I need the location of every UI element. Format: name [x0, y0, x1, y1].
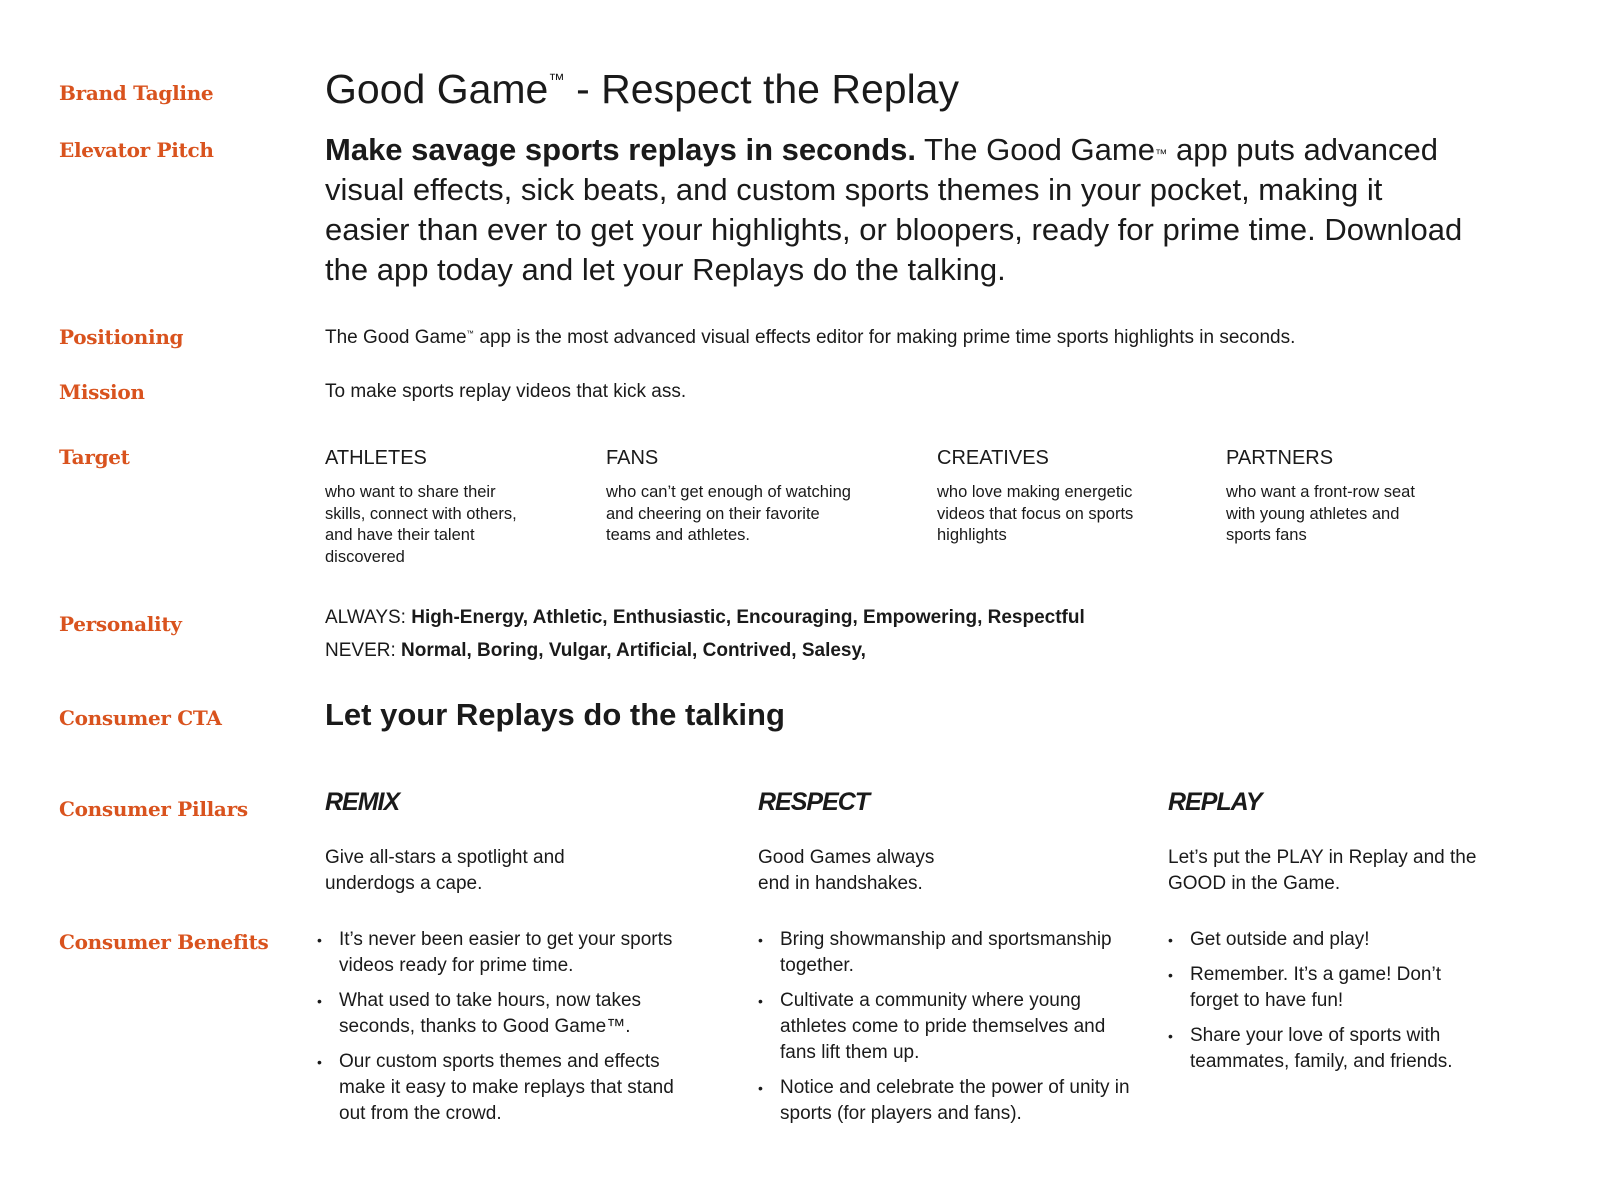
benefit-text: Notice and celebrate the power of unity in sports (for players and fans).: [780, 1077, 1130, 1124]
pillar-respect: [758, 788, 1158, 1136]
benefit-item: [758, 1075, 1140, 1127]
target-title: PARTNERS: [1226, 447, 1334, 469]
target-athletes: [325, 447, 585, 568]
benefit-text: It’s never been easier to get your sports videos ready for prime time.: [339, 929, 673, 976]
label-consumer-cta: Consumer CTA: [59, 706, 222, 730]
target-partners: [1226, 447, 1486, 547]
pitch-headline: Make savage sports replays in seconds.: [325, 132, 916, 167]
pillar-title: REMIX: [325, 788, 400, 816]
benefit-item: [317, 1049, 699, 1127]
target-creatives: [937, 447, 1197, 547]
target-title: ATHLETES: [325, 447, 427, 469]
bullet-icon: •: [1168, 1028, 1173, 1044]
label-positioning: Positioning: [59, 325, 184, 349]
positioning-statement: [325, 327, 1295, 349]
benefit-item: [1168, 962, 1490, 1014]
label-mission: Mission: [59, 380, 145, 404]
target-title: CREATIVES: [937, 447, 1049, 469]
bullet-icon: •: [317, 993, 322, 1009]
positioning-text-rest: app is the most advanced visual effects editor for making prime time sports highlights in seconds.: [474, 327, 1296, 348]
benefit-text: Cultivate a community where young athletes come to pride themselves and fans lift them up.: [780, 990, 1106, 1063]
pillar-title: REPLAY: [1168, 788, 1262, 816]
benefit-item: [758, 988, 1140, 1066]
benefit-item: [1168, 1023, 1510, 1075]
pillar-title: RESPECT: [758, 788, 870, 816]
benefit-text: What used to take hours, now takes seconds, thanks to Good Game™.: [339, 990, 642, 1037]
never-label: NEVER:: [325, 640, 396, 661]
benefit-item: [1168, 927, 1550, 953]
bullet-icon: •: [317, 932, 322, 948]
personality-never: [325, 640, 866, 662]
pillar-remix: [317, 788, 725, 1136]
pillar-replay: [1168, 788, 1568, 1084]
never-traits: Normal, Boring, Vulgar, Artificial, Contrived, Salesy,: [395, 640, 866, 661]
benefit-text: Our custom sports themes and effects make it easy to make replays that stand out from the crowd.: [339, 1051, 674, 1124]
target-desc: who love making energetic videos that focus on sports highlights: [937, 483, 1134, 544]
benefit-item: [317, 988, 699, 1040]
tagline-text: Good Game: [325, 66, 549, 112]
target-title: FANS: [606, 447, 659, 469]
consumer-cta: Let your Replays do the talking: [325, 697, 785, 732]
bullet-icon: •: [758, 1080, 763, 1096]
tagline-text-rest: - Respect the Replay: [564, 66, 959, 112]
brand-tagline: [325, 66, 959, 113]
target-desc: who can’t get enough of watching and cheering on their favorite teams and athletes.: [606, 483, 851, 544]
always-label: ALWAYS:: [325, 607, 406, 628]
benefits-list: [1168, 927, 1568, 1075]
target-desc: who want a front-row seat with young athletes and sports fans: [1226, 483, 1415, 544]
pitch-body: The Good Game: [916, 132, 1155, 167]
benefit-text: Remember. It’s a game! Don’t forget to have fun!: [1190, 964, 1441, 1011]
personality-always: [325, 607, 1085, 629]
label-elevator-pitch: Elevator Pitch: [59, 138, 214, 162]
benefits-list: [317, 927, 725, 1127]
bullet-icon: •: [317, 1054, 322, 1070]
always-traits: High-Energy, Athletic, Enthusiastic, Encouraging, Empowering, Respectful: [405, 607, 1085, 628]
benefits-list: [758, 927, 1158, 1127]
pitch-body-rest: app puts advanced visual effects, sick beats, and custom sports themes in your pocket, making it easier than ever to get your highlights, or bloopers, ready for prime time. Download the app today and let your Replays do the talking.: [325, 132, 1463, 287]
mission-statement: To make sports replay videos that kick ass.: [325, 381, 687, 402]
bullet-icon: •: [1168, 967, 1173, 983]
benefit-item: [317, 927, 699, 979]
target-fans: [606, 447, 866, 547]
benefit-text: Share your love of sports with teammates, family, and friends.: [1190, 1025, 1453, 1072]
target-desc: who want to share their skills, connect with others, and have their talent discovered: [325, 483, 517, 566]
label-target: Target: [59, 445, 130, 469]
pillar-subtitle: Good Games always end in handshakes.: [758, 847, 935, 894]
benefit-text: Get outside and play!: [1190, 929, 1370, 950]
pillar-subtitle: Give all-stars a spotlight and underdogs a cape.: [325, 847, 565, 894]
bullet-icon: •: [758, 993, 763, 1009]
benefit-text: Bring showmanship and sportsmanship together.: [780, 929, 1112, 976]
pillar-subtitle: Let’s put the PLAY in Replay and the GOOD in the Game.: [1168, 847, 1477, 894]
label-personality: Personality: [59, 612, 182, 636]
trademark: ™: [548, 70, 565, 89]
label-brand-tagline: Brand Tagline: [59, 81, 214, 105]
bullet-icon: •: [758, 932, 763, 948]
elevator-pitch: [325, 130, 1475, 290]
positioning-text: The Good Game: [325, 327, 467, 348]
trademark: ™: [466, 329, 475, 339]
label-consumer-pillars: Consumer Pillars: [59, 797, 248, 821]
trademark: ™: [1154, 146, 1168, 161]
benefit-item: [758, 927, 1140, 979]
bullet-icon: •: [1168, 932, 1173, 948]
label-consumer-benefits: Consumer Benefits: [59, 930, 269, 954]
